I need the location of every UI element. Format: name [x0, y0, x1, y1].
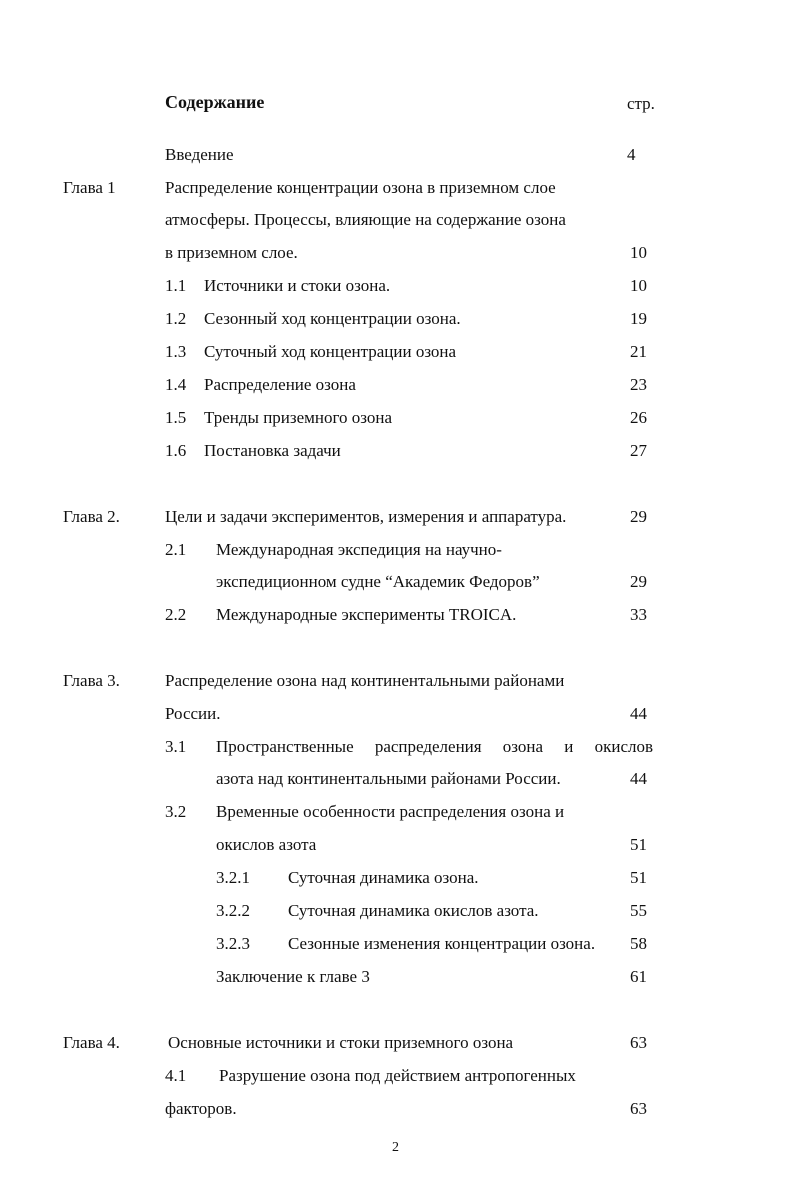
toc-chapter2-label: Глава 2.: [63, 507, 120, 526]
toc-subsection-page: 55: [630, 901, 647, 920]
toc-conclusion-title: Заключение к главе 3: [216, 967, 370, 986]
toc-subsection-num: 3.2.3: [216, 934, 250, 953]
toc-intro-page: 4: [627, 145, 636, 164]
toc-section-page: 51: [630, 835, 647, 854]
toc-chapter1-title-line1: Распределение концентрации озона в приземном слое: [165, 178, 556, 197]
toc-section-title-line2: факторов.: [165, 1099, 237, 1118]
toc-section-num: 1.3: [165, 342, 187, 361]
toc-section-page: 27: [630, 441, 647, 460]
toc-intro-title: Введение: [165, 145, 234, 164]
toc-chapter3-page: 44: [630, 704, 647, 723]
toc-section-title-line1: Пространственные распределения озона и окислов: [216, 737, 653, 756]
toc-section-title: Суточный ход концентрации озона: [204, 342, 457, 361]
page-number: 2: [392, 1140, 399, 1155]
page-column-label: стр.: [627, 94, 655, 113]
toc-section-num: 3.1: [165, 737, 187, 756]
toc-section-page: 19: [630, 309, 647, 328]
toc-section-title-line2: азота над континентальными районами России.: [216, 769, 561, 788]
toc-section-title-line1: Разрушение озона под действием антропогенных: [219, 1066, 576, 1085]
toc-section-num: 2.2: [165, 605, 187, 624]
toc-chapter3-title-line2: России.: [165, 704, 221, 723]
toc-chapter1-label: Глава 1: [63, 178, 116, 197]
toc-section-page: 63: [630, 1099, 647, 1118]
toc-subsection-num: 3.2.1: [216, 868, 250, 887]
toc-section-num: 1.5: [165, 408, 187, 427]
toc-section-title-line1: Международная экспедиция на научно-: [216, 540, 502, 559]
toc-chapter1-title-line2: атмосферы. Процессы, влияющие на содержание озона: [165, 210, 566, 229]
toc-chapter2-page: 29: [630, 507, 647, 526]
toc-subsection-title: Суточная динамика озона.: [288, 868, 479, 887]
toc-section-num: 1.6: [165, 441, 187, 460]
toc-subsection-title: Суточная динамика окислов азота.: [288, 901, 539, 920]
toc-chapter1-page: 10: [630, 243, 647, 262]
toc-section-page: 10: [630, 276, 647, 295]
toc-section-title-line1: Временные особенности распределения озона и: [216, 802, 565, 821]
toc-chapter2-title: Цели и задачи экспериментов, измерения и аппаратура.: [165, 507, 567, 526]
toc-chapter3-label: Глава 3.: [63, 671, 120, 690]
toc-section-page: 29: [630, 572, 647, 591]
toc-chapter1-title-line3: в приземном слое.: [165, 243, 298, 262]
page-title: Содержание: [165, 92, 265, 112]
toc-section-title: Распределение озона: [204, 375, 356, 394]
toc-section-title: Тренды приземного озона: [204, 408, 393, 427]
toc-chapter4-label: Глава 4.: [63, 1033, 120, 1052]
toc-subsection-num: 3.2.2: [216, 901, 250, 920]
toc-conclusion-page: 61: [630, 967, 647, 986]
toc-subsection-title: Сезонные изменения концентрации озона.: [288, 934, 596, 953]
toc-subsection-page: 58: [630, 934, 647, 953]
toc-chapter4-page: 63: [630, 1033, 647, 1052]
toc-chapter3-title-line1: Распределение озона над континентальными районами: [165, 671, 565, 690]
toc-section-page: 33: [630, 605, 647, 624]
toc-section-num: 3.2: [165, 802, 187, 821]
toc-section-title-line2: окислов азота: [216, 835, 317, 854]
toc-section-page: 44: [630, 769, 647, 788]
toc-section-num: 1.1: [165, 276, 187, 295]
toc-section-title: Международные эксперименты TROICA.: [216, 605, 517, 624]
toc-section-page: 21: [630, 342, 647, 361]
toc-section-title: Источники и стоки озона.: [204, 276, 391, 295]
toc-subsection-page: 51: [630, 868, 647, 887]
toc-section-num: 1.2: [165, 309, 187, 328]
toc-section-title: Постановка задачи: [204, 441, 341, 460]
toc-section-num: 1.4: [165, 375, 187, 394]
toc-section-num: 4.1: [165, 1066, 187, 1085]
toc-chapter4-title: Основные источники и стоки приземного озона: [168, 1033, 514, 1052]
toc-section-page: 23: [630, 375, 647, 394]
toc-section-page: 26: [630, 408, 647, 427]
toc-section-title-line2: экспедиционном судне “Академик Федоров”: [216, 572, 540, 591]
toc-section-title: Сезонный ход концентрации озона.: [204, 309, 461, 328]
toc-section-num: 2.1: [165, 540, 187, 559]
